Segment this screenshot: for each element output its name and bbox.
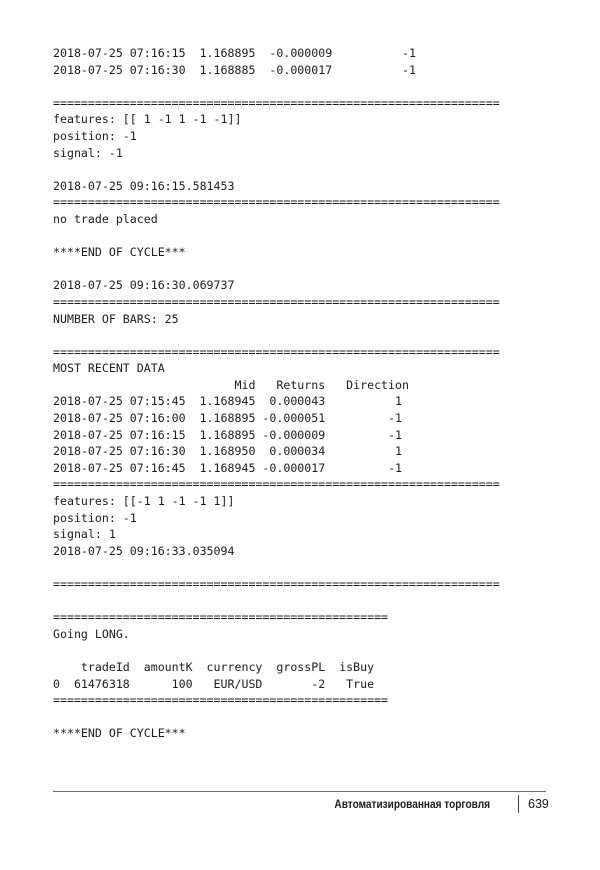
code-line: 2018-07-25 07:16:00 1.168895 -0.000051 -1 <box>53 411 403 426</box>
code-line: ================================================================ <box>53 477 500 492</box>
footer-divider <box>53 791 546 792</box>
code-line: ================================================================ <box>53 344 500 359</box>
code-line: NUMBER OF BARS: 25 <box>53 311 179 326</box>
code-line: 2018-07-25 07:16:30 1.168950 0.000034 1 <box>53 444 403 459</box>
code-line: position: -1 <box>53 510 137 525</box>
code-line: 2018-07-25 07:16:45 1.168945 -0.000017 -1 <box>53 460 403 475</box>
footer-separator <box>518 795 519 813</box>
code-line: features: [[-1 1 -1 -1 1]] <box>53 494 235 509</box>
code-line: 2018-07-25 07:15:45 1.168945 0.000043 1 <box>53 394 403 409</box>
code-line: 2018-07-25 09:16:15.581453 <box>53 178 235 193</box>
code-line: ================================================ <box>53 693 389 708</box>
code-line: ****END OF CYCLE*** <box>53 245 186 260</box>
code-line: ================================================================ <box>53 95 500 110</box>
code-line <box>53 78 573 95</box>
page-number: 639 <box>528 797 549 811</box>
code-line: signal: -1 <box>53 145 123 160</box>
code-line: ================================================================ <box>53 294 500 309</box>
code-line: MOST RECENT DATA <box>53 361 165 376</box>
code-line <box>53 559 573 576</box>
code-line <box>53 327 573 344</box>
code-line <box>53 593 573 610</box>
running-footer-title: Автоматизированная торговля <box>334 797 490 811</box>
code-line: ================================================ <box>53 610 389 625</box>
code-line: features: [[ 1 -1 1 -1 -1]] <box>53 112 242 127</box>
code-line: 2018-07-25 07:16:30 1.168885 -0.000017 -1 <box>53 62 416 77</box>
code-line: 2018-07-25 09:16:30.069737 <box>53 278 235 293</box>
code-line: ================================================================ <box>53 577 500 591</box>
code-line: Mid Returns Direction <box>53 377 409 392</box>
code-line: position: -1 <box>53 128 137 143</box>
code-line: 2018-07-25 09:16:33.035094 <box>53 543 235 558</box>
code-line: Going LONG. <box>53 626 130 641</box>
code-line: no trade placed <box>53 211 158 226</box>
code-line <box>53 161 573 178</box>
code-line: tradeId amountK currency grossPL isBuy <box>53 659 375 674</box>
code-line: 2018-07-25 07:16:15 1.168895 -0.000009 -1 <box>53 46 416 60</box>
code-line: signal: 1 <box>53 527 116 542</box>
code-line <box>53 228 573 245</box>
code-line: 0 61476318 100 EUR/USD -2 True <box>53 676 375 691</box>
code-line: ================================================================ <box>53 195 500 210</box>
code-line: 2018-07-25 07:16:15 1.168895 -0.000009 -1 <box>53 427 403 442</box>
code-line <box>53 642 573 659</box>
code-output-block <box>53 45 573 742</box>
code-line: ****END OF CYCLE*** <box>53 726 186 741</box>
code-line <box>53 709 573 726</box>
code-line <box>53 261 573 278</box>
